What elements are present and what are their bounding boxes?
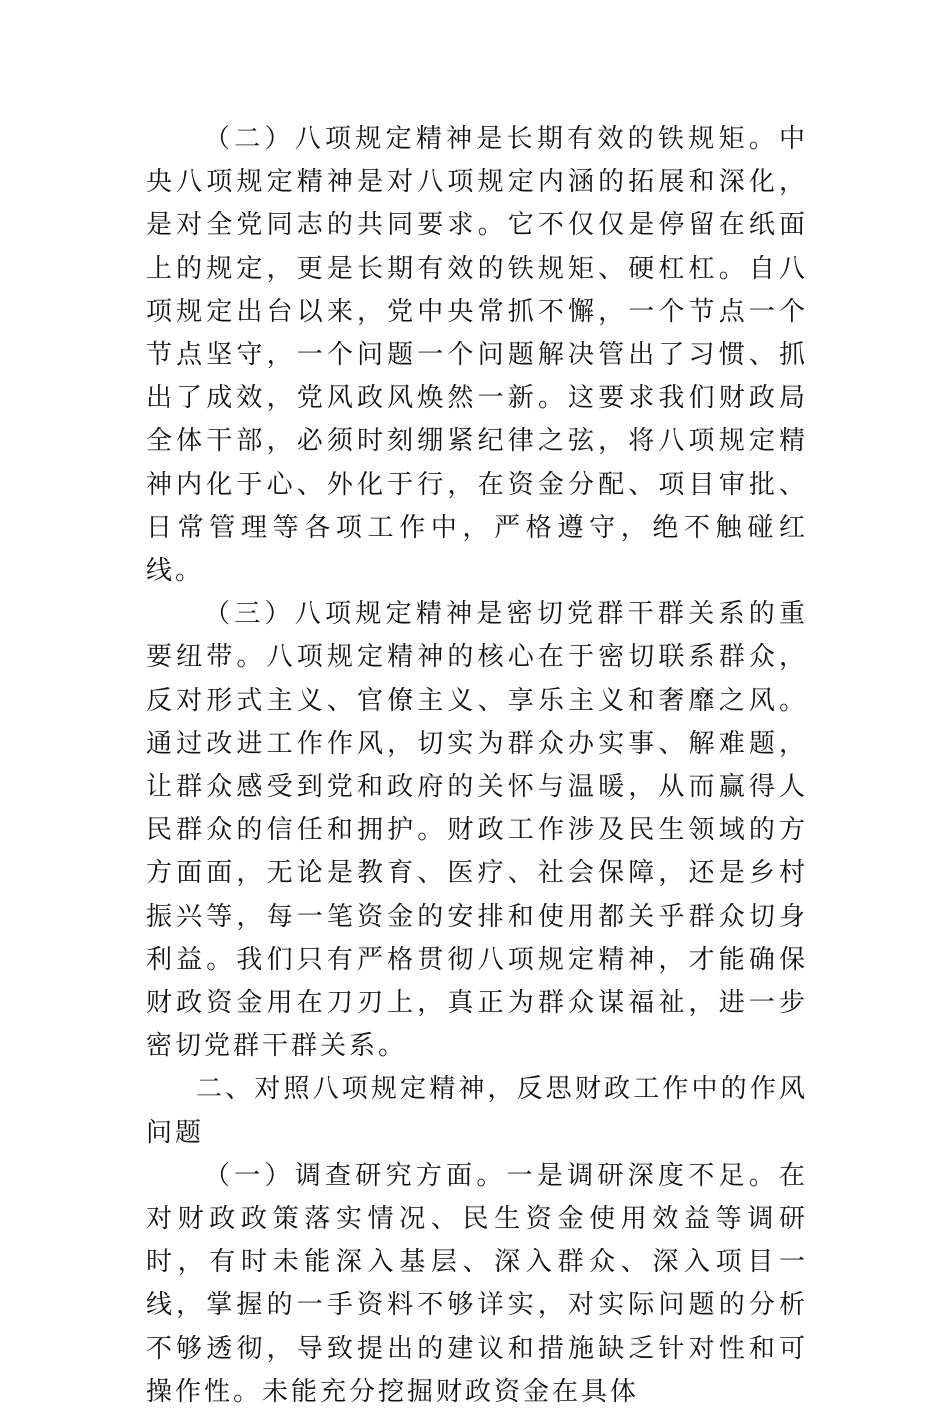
section-heading-two: 二、对照八项规定精神，反思财政工作中的作风问题 bbox=[146, 1074, 808, 1148]
paragraph-section-2: （二）八项规定精神是长期有效的铁规矩。中央八项规定精神是对八项规定内涵的拓展和深化，是对全党同志的共同要求。它不仅仅是停留在纸面上的规定，更是长期有效的铁规矩、硬杠杠。自八项规定出台以来，党中央常抓不懈，一个节点一个节点坚守，一个问题一个问题解决管出了习惯、抓出了成效，党风政风焕然一新。这要求我们财政局全体干部，必须时刻绷紧纪律之弦，将八项规定精神内化于心、外化于行，在资金分配、项目审批、日常管理等各项工作中，严格遵守，绝不触碰红线。 bbox=[146, 124, 808, 587]
document-body bbox=[146, 118, 808, 1414]
paragraph-section-3: （三）八项规定精神是密切党群干群关系的重要纽带。八项规定精神的核心在于密切联系群众，反对形式主义、官僚主义、享乐主义和奢靡之风。通过改进工作作风，切实为群众办实事、解难题，让群众感受到党和政府的关怀与温暖，从而赢得人民群众的信任和拥护。财政工作涉及民生领域的方方面面，无论是教育、医疗、社会保障，还是乡村振兴等，每一笔资金的安排和使用都关乎群众切身利益。我们只有严格贯彻八项规定精神，才能确保财政资金用在刀刃上，真正为群众谋福祉，进一步密切党群干群关系。 bbox=[146, 599, 808, 1062]
paragraph-investigation: （一）调查研究方面。一是调研深度不足。在对财政政策落实情况、民生资金使用效益等调研时，有时未能深入基层、深入群众、深入项目一线，掌握的一手资料不够详实，对实际问题的分析不够透彻，导致提出的建议和措施缺乏针对性和可操作性。未能充分挖掘财政资金在具体 bbox=[146, 1160, 808, 1407]
